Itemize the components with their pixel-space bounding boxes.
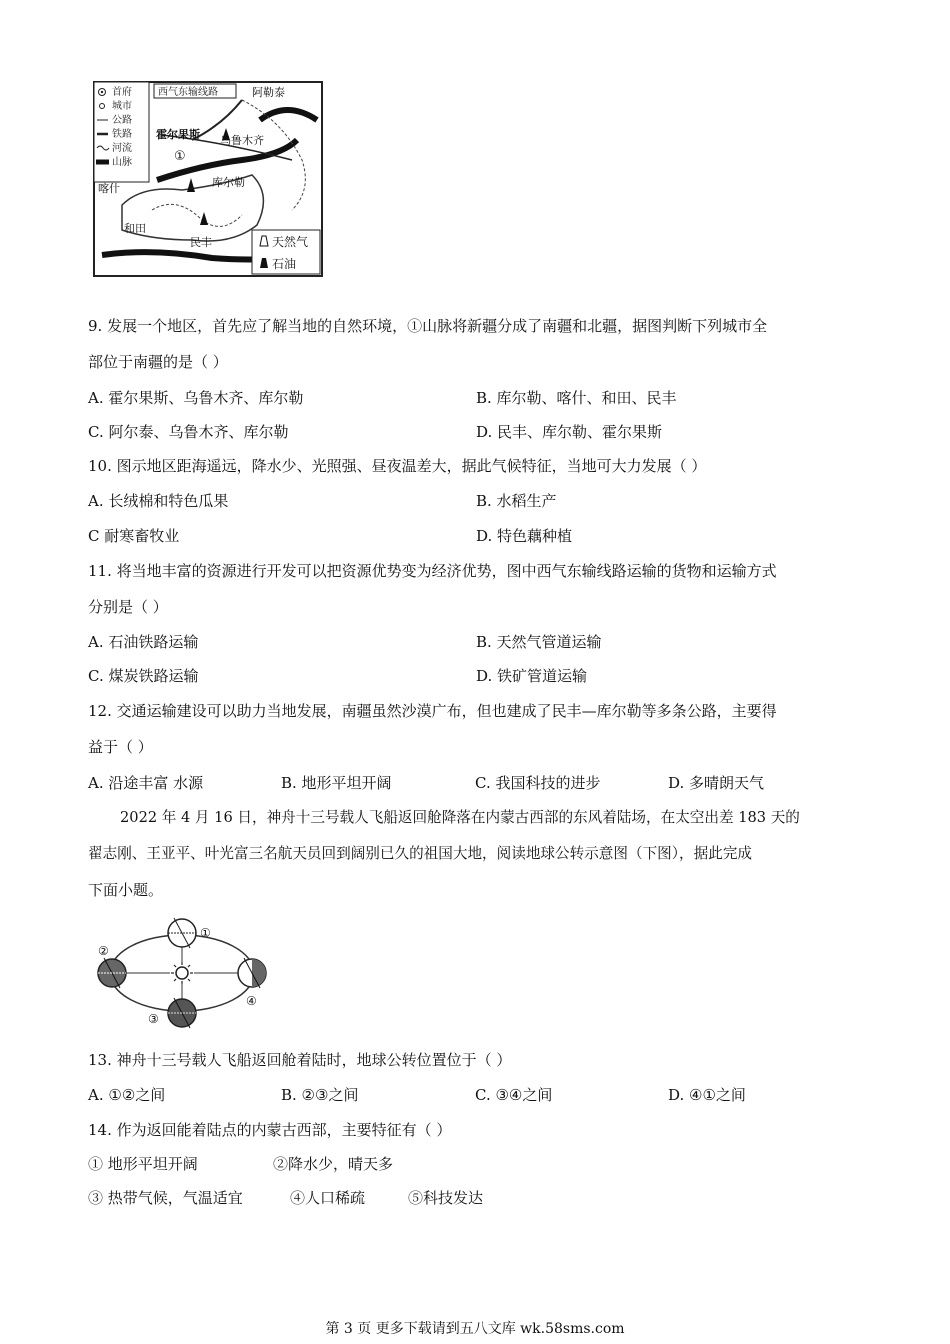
q14-item-3: ③ 热带气候，气温适宜 xyxy=(88,1189,243,1207)
earth-bottom xyxy=(168,998,196,1028)
city-khorgas: 霍尔果斯 xyxy=(156,128,200,141)
legend-gas: 天然气 xyxy=(272,235,309,249)
orbit-label-2: ② xyxy=(98,944,109,958)
legend-railway: 铁路 xyxy=(112,129,132,140)
q9-stem-line2: 部位于南疆的是（ ） xyxy=(88,353,228,371)
q13-option-c: C. ③④之间 xyxy=(475,1086,553,1104)
q9-option-a: A. 霍尔果斯、乌鲁木齐、库尔勒 xyxy=(88,389,304,407)
q11-stem-line1: 11. 将当地丰富的资源进行开发可以把资源优势变为经济优势，图中西气东输线路运输的货物和运输方式 xyxy=(88,562,777,580)
pipeline-label: 西气东输线路 xyxy=(158,87,218,98)
q13-option-a: A. ①②之间 xyxy=(88,1086,166,1104)
orbit-label-4: ④ xyxy=(246,994,257,1008)
q12-option-d: D. 多晴朗天气 xyxy=(668,774,765,792)
page-footer: 第 3 页 更多下载请到五八文库 wk.58sms.com xyxy=(325,1321,625,1337)
city-altay: 阿勒泰 xyxy=(252,86,285,99)
legend-city: 城市 xyxy=(112,101,132,112)
mountain-marker: ① xyxy=(174,149,186,164)
q12-option-a: A. 沿途丰富 水源 xyxy=(88,774,204,792)
legend-river: 河流 xyxy=(112,143,132,154)
q10-option-a: A. 长绒棉和特色瓜果 xyxy=(88,492,229,510)
orbit-label-3: ③ xyxy=(148,1012,159,1026)
xinjiang-map xyxy=(92,80,324,278)
q10-option-b: B. 水稻生产 xyxy=(476,492,557,510)
q14-stem: 14. 作为返回能着陆点的内蒙古西部，主要特征有（ ） xyxy=(88,1121,452,1139)
q9-option-c: C. 阿尔泰、乌鲁木齐、库尔勒 xyxy=(88,423,289,441)
city-hotan: 和田 xyxy=(124,222,146,235)
q12-stem-line1: 12. 交通运输建设可以助力当地发展，南疆虽然沙漠广布，但也建成了民丰—库尔勒等多条公路，主要得 xyxy=(88,702,777,720)
sun-icon xyxy=(171,962,193,984)
city-urumqi: 乌鲁木齐 xyxy=(220,134,264,147)
q12-option-c: C. 我国科技的进步 xyxy=(475,774,601,792)
earth-left xyxy=(98,958,126,988)
q11-option-c: C. 煤炭铁路运输 xyxy=(88,667,199,685)
q13-option-d: D. ④①之间 xyxy=(668,1086,746,1104)
earth-right xyxy=(238,958,266,988)
earth-top xyxy=(168,918,196,948)
passage-line1: 2022 年 4 月 16 日，神舟十三号载人飞船返回舱降落在内蒙古西部的东风着陆场，在太空出差 183 天的 xyxy=(120,809,800,826)
q14-item-4: ④人口稀疏 xyxy=(290,1189,366,1207)
q11-option-a: A. 石油铁路运输 xyxy=(88,633,199,651)
q10-option-d: D. 特色藕种植 xyxy=(476,527,573,545)
q12-stem-line2: 益于（ ） xyxy=(88,738,153,756)
legend-mountain: 山脉 xyxy=(112,157,132,168)
q10-option-c: C 耐寒畜牧业 xyxy=(88,527,180,545)
q13-option-b: B. ②③之间 xyxy=(281,1086,359,1104)
passage-line2: 翟志刚、王亚平、叶光富三名航天员回到阔别已久的祖国大地，阅读地球公转示意图（下图），据此完成 xyxy=(88,845,753,862)
q11-stem-line2: 分别是（ ） xyxy=(88,598,168,616)
q14-item-1: ① 地形平坦开阔 xyxy=(88,1155,198,1173)
q14-item-5: ⑤科技发达 xyxy=(408,1189,484,1207)
legend-capital: 首府 xyxy=(112,87,132,98)
q9-option-b: B. 库尔勒、喀什、和田、民丰 xyxy=(476,389,677,407)
city-minfeng: 民丰 xyxy=(190,236,212,249)
q11-option-d: D. 铁矿管道运输 xyxy=(476,667,588,685)
legend-road: 公路 xyxy=(112,115,132,126)
city-kashgar: 喀什 xyxy=(98,182,120,195)
q12-option-b: B. 地形平坦开阔 xyxy=(281,774,392,792)
passage-line3: 下面小题。 xyxy=(88,881,164,899)
orbit-label-1: ① xyxy=(200,926,211,940)
q9-stem-line1: 9. 发展一个地区，首先应了解当地的自然环境，①山脉将新疆分成了南疆和北疆，据图判断下列城市全 xyxy=(88,317,768,335)
q11-option-b: B. 天然气管道运输 xyxy=(476,633,602,651)
legend-oil: 石油 xyxy=(272,257,297,271)
q10-stem: 10. 图示地区距海遥远，降水少、光照强、昼夜温差大，据此气候特征，当地可大力发展（ ） xyxy=(88,457,707,475)
city-korla: 库尔勒 xyxy=(212,176,245,189)
q14-item-2: ②降水少，晴天多 xyxy=(273,1155,394,1173)
q9-option-d: D. 民丰、库尔勒、霍尔果斯 xyxy=(476,423,663,441)
earth-orbit-diagram xyxy=(90,915,280,1035)
q13-stem: 13. 神舟十三号载人飞船返回舱着陆时，地球公转位置位于（ ） xyxy=(88,1051,512,1069)
